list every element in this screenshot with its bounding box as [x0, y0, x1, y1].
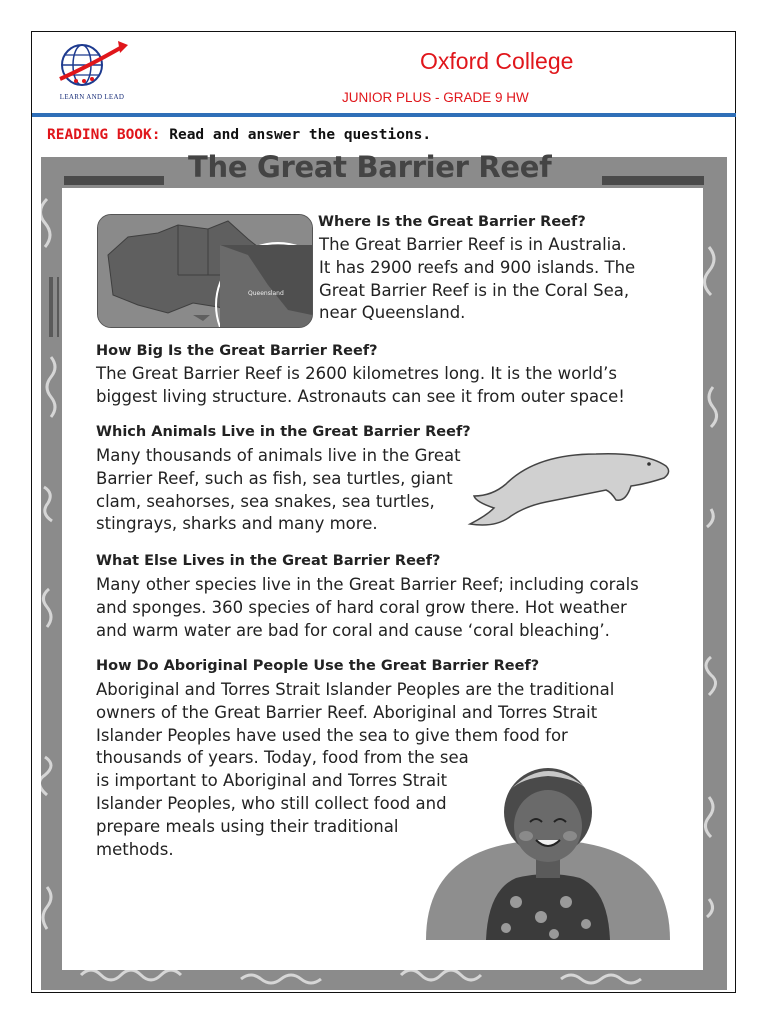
body-line: owners of the Great Barrier Reef. Aboriginal and Torres Strait	[96, 702, 598, 722]
body-line: methods.	[96, 839, 174, 859]
body-line: and sponges. 360 species of hard coral grow there. Hot weather	[96, 597, 627, 617]
section-body	[96, 445, 461, 536]
logo-tagline: LEARN AND LEAD	[59, 93, 125, 101]
grade-label: JUNIOR PLUS - GRADE 9 HW	[342, 90, 529, 105]
body-line: Aboriginal and Torres Strait Islander Peoples are the traditional	[96, 680, 615, 699]
section-body	[96, 679, 614, 861]
body-line: Islander Peoples have used the sea to give them food for	[96, 725, 568, 745]
section-body	[319, 234, 635, 325]
dugong-icon	[466, 444, 676, 530]
instruction-text: Read and answer the questions.	[169, 127, 432, 143]
body-line: prepare meals using their traditional	[96, 816, 399, 836]
body-line: Many other species live in the Great Barrier Reef; including corals	[96, 575, 639, 594]
section-body	[96, 574, 639, 642]
body-line: stingrays, sharks and many more.	[96, 514, 378, 534]
instruction-line	[47, 127, 431, 143]
header-divider	[32, 113, 736, 117]
title-bar-right	[602, 176, 704, 185]
body-line: thousands of years. Today, food from the sea	[96, 748, 469, 768]
body-line: Great Barrier Reef is in the Coral Sea,	[319, 280, 630, 300]
title-bar-left	[64, 176, 164, 185]
college-name: Oxford College	[420, 48, 574, 74]
body-line: is important to Aboriginal and Torres Strait	[96, 771, 448, 791]
body-line: biggest living structure. Astronauts can see it from outer space!	[96, 386, 625, 406]
map-label-queensland: Queensland	[248, 290, 284, 297]
body-line: It has 2900 reefs and 900 islands. The	[319, 257, 636, 277]
instruction-label: READING BOOK:	[47, 127, 161, 143]
section-heading: How Big Is the Great Barrier Reef?	[96, 343, 378, 359]
section-heading: Which Animals Live in the Great Barrier Reef?	[96, 424, 471, 440]
body-line: The Great Barrier Reef is 2600 kilometres long. It is the world’s	[96, 364, 617, 383]
section-heading: Where Is the Great Barrier Reef?	[318, 214, 586, 230]
body-line: The Great Barrier Reef is in Australia.	[319, 235, 627, 254]
body-line: clam, seahorses, sea snakes, sea turtles,	[96, 491, 435, 511]
body-line: Barrier Reef, such as fish, sea turtles, giant	[96, 468, 453, 488]
body-line: and warm water are bad for coral and cause ‘coral bleaching’.	[96, 620, 610, 640]
section-heading: How Do Aboriginal People Use the Great Barrier Reef?	[96, 658, 540, 674]
australia-map-icon	[98, 215, 312, 327]
body-line: near Queensland.	[319, 303, 466, 323]
body-line: Many thousands of animals live in the Great	[96, 446, 461, 465]
section-body	[96, 363, 625, 409]
worksheet-title: The Great Barrier Reef	[188, 150, 552, 184]
body-line: Islander Peoples, who still collect food and	[96, 793, 447, 813]
australia-map	[97, 214, 313, 328]
section-heading: What Else Lives in the Great Barrier Reef?	[96, 553, 441, 569]
